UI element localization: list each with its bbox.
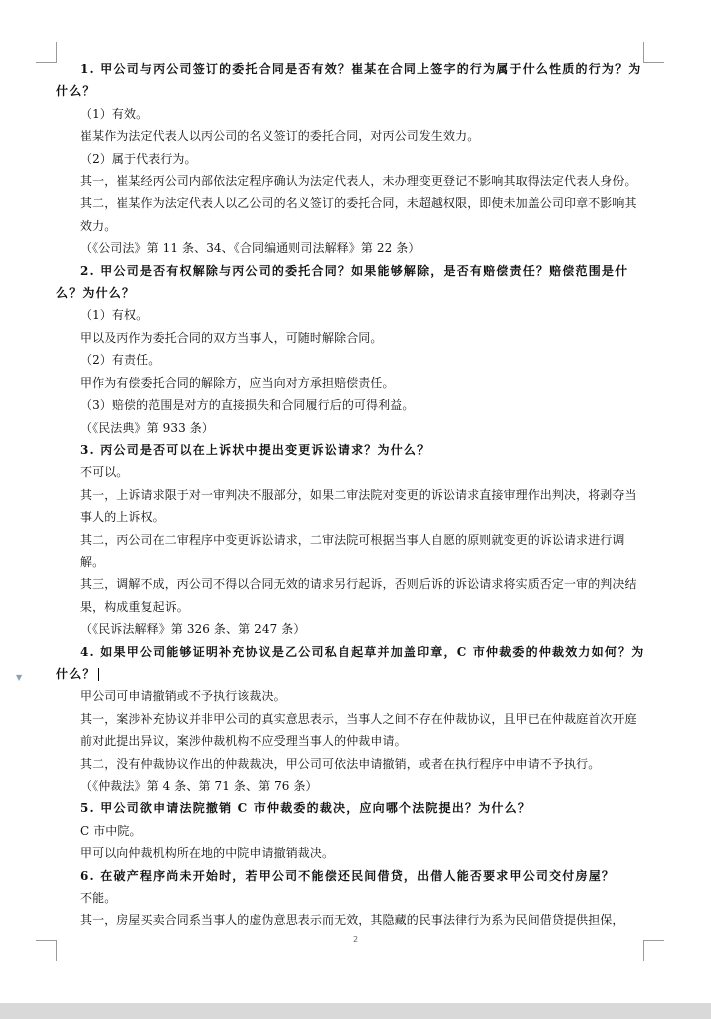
answer-paragraph: [56, 237, 646, 259]
answer-paragraph: [56, 887, 646, 909]
question-heading: [56, 439, 646, 461]
answer-paragraph: [56, 753, 646, 775]
paragraph-text: 甲公司可申请撤销或不予执行该裁决。: [80, 689, 286, 704]
paragraph-text: 其二，崔某作为法定代表人以乙公司的名义签订的委托合同，未超越权限，即使未加盖公司印章不影响其效力。: [80, 196, 637, 233]
paragraph-text: （3）赔偿的范围是对方的直接损失和合同履行后的可得利益。: [80, 398, 415, 413]
paragraph-text: （1）有权。: [80, 308, 149, 323]
question-text: 2. 甲公司是否有权解除与丙公司的委托合同？如果能够解除，是否有赔偿责任？赔偿范围是什么？为什么？: [56, 263, 629, 301]
paragraph-text: （《仲裁法》第 4 条、第 71 条、第 76 条）: [80, 779, 318, 793]
answer-paragraph: [56, 909, 646, 931]
document-body[interactable]: [56, 58, 646, 932]
window-bottom-edge: [0, 1003, 711, 1019]
answer-paragraph: [56, 327, 646, 349]
paragraph-text: 其一，房屋买卖合同系当事人的虚伪意思表示而无效，其隐藏的民事法律行为系为民间借贷提供担保，: [80, 913, 625, 928]
answer-paragraph: [56, 708, 646, 753]
paragraph-text: 不可以。: [80, 465, 129, 480]
crop-mark-top-right: [643, 42, 664, 63]
answer-paragraph: [56, 192, 646, 237]
paragraph-text: （《公司法》第 11 条、34、《合同编通则司法解释》第 22 条）: [80, 241, 421, 256]
paragraph-text: （《民诉法解释》第 326 条、第 247 条）: [80, 622, 306, 637]
answer-paragraph: [56, 775, 646, 797]
crop-mark-top-left: [36, 42, 57, 63]
question-heading: [56, 58, 646, 103]
paragraph-text: （《民法典》第 933 条）: [80, 420, 214, 435]
answer-paragraph: [56, 842, 646, 864]
answer-paragraph: [56, 372, 646, 394]
paragraph-text: 甲可以向仲裁机构所在地的中院申请撤销裁决。: [80, 846, 335, 861]
question-text: 3. 丙公司是否可以在上诉状中提出变更诉讼请求？为什么？: [80, 442, 431, 457]
answer-paragraph: [56, 573, 646, 618]
answer-paragraph: [56, 484, 646, 529]
paragraph-text: 其二，丙公司在二审程序中变更诉讼请求，二审法院可根据当事人自愿的原则就变更的诉讼请求进行调解。: [80, 532, 625, 569]
answer-paragraph: [56, 394, 646, 416]
question-heading: [56, 641, 646, 686]
answer-paragraph: [56, 103, 646, 125]
answer-paragraph: [56, 820, 646, 842]
paragraph-text: 不能。: [80, 891, 117, 906]
answer-paragraph: [56, 529, 646, 574]
answer-paragraph: [56, 304, 646, 326]
question-text: 5. 甲公司欲申请法院撤销 C 市仲裁委的裁决，应向哪个法院提出？为什么？: [80, 801, 532, 816]
paragraph-text: 其一，上诉请求限于对一审判决不服部分，如果二审法院对变更的诉讼请求直接审理作出判决，将剥夺当事人的上诉权。: [80, 487, 637, 525]
answer-paragraph: [56, 461, 646, 483]
paragraph-text: 其一，崔某经丙公司内部依法定程序确认为法定代表人，未办理变更登记不影响其取得法定代表人身份。: [80, 174, 637, 189]
paragraph-text: （2）属于代表行为。: [80, 151, 197, 166]
paragraph-text: 崔某作为法定代表人以丙公司的名义签订的委托合同，对丙公司发生效力。: [80, 129, 480, 144]
paragraph-text: （1）有效。: [80, 106, 149, 121]
question-heading: [56, 797, 646, 819]
question-heading: [56, 865, 646, 887]
answer-paragraph: [56, 148, 646, 170]
question-text: 6. 在破产程序尚未开始时，若甲公司不能偿还民间借贷，出借人能否要求甲公司交付房屋？: [80, 868, 616, 883]
answer-paragraph: [56, 349, 646, 371]
answer-paragraph: [56, 125, 646, 147]
answer-paragraph: [56, 170, 646, 192]
collapse-arrow-icon[interactable]: ▼: [16, 673, 23, 682]
question-heading: [56, 260, 646, 305]
paragraph-text: 其一，案涉补充协议并非甲公司的真实意思表示，当事人之间不存在仲裁协议，且甲已在仲裁庭首次开庭前对此提出异议，案涉仲裁机构不应受理当事人的仲裁申请。: [80, 711, 637, 749]
paragraph-text: 甲以及丙作为委托合同的双方当事人，可随时解除合同。: [80, 330, 383, 345]
paragraph-text: 甲作为有偿委托合同的解除方，应当向对方承担赔偿责任。: [80, 375, 395, 390]
paragraph-text: 其三，调解不成，丙公司不得以合同无效的请求另行起诉，否则后诉的诉讼请求将实质否定一审的判决结果，构成重复起诉。: [80, 577, 637, 614]
question-text: 4. 如果甲公司能够证明补充协议是乙公司私自起草并加盖印章，C 市仲裁委的仲裁效力如何？为什么？: [56, 644, 645, 681]
question-text: 1. 甲公司与丙公司签订的委托合同是否有效？崔某在合同上签字的行为属于什么性质的行为？为什么？: [56, 62, 642, 99]
answer-paragraph: [56, 685, 646, 707]
paragraph-text: （2）有责任。: [80, 353, 161, 368]
answer-paragraph: [56, 618, 646, 640]
page-number: 2: [352, 935, 359, 944]
text-cursor: [98, 668, 99, 681]
paragraph-text: C 市中院。: [80, 823, 142, 838]
paragraph-text: 其二，没有仲裁协议作出的仲裁裁决，甲公司可依法申请撤销，或者在执行程序中申请不予执行。: [80, 756, 601, 771]
answer-paragraph: [56, 417, 646, 439]
